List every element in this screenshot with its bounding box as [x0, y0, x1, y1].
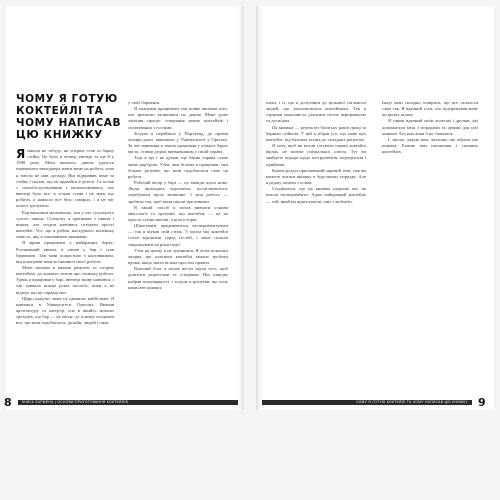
chapter-title: ЧОМУ Я ГОТУЮ КОКТЕЙЛІ ТА ЧОМУ НАПИСАВ ЦЮ КНИЖКУ — [16, 93, 122, 141]
body-paragraph: Мене ночами я вивчав рецепти та історію коктейлів, до кожного питав про тонкощі роботи. Удень я працював у барі, ввечері знову навчався, і так тривало кілька років поспіль, поки я не відчув, що це справді моє. — [16, 264, 114, 295]
body-paragraph: І, звісно, дякую вам, читачам, що обрали цю книжку. Бажаю вам натхнення і смачних коктейлів. — [382, 136, 478, 155]
body-paragraph: Я хочу, щоб ви могли готувати смачні коктейлі вдома, не маючи спеціальної освіти. Тут ви знайдете поради щодо інструментів, інгредієнтів і прийомів. — [266, 143, 366, 167]
body-paragraph: Іноді мені складно повірити, що все склалося саме так. Я вдячний усім, хто підтримував мене на цьому шляху. — [382, 100, 478, 118]
right-column-1 — [266, 100, 366, 205]
body-paragraph: В такий спосіб я почав вивчати основи міксології та зрозумів, що коктейль — це не просто суміш напоїв, а ціла історія. — [128, 204, 228, 222]
left-column-2 — [128, 100, 228, 291]
body-paragraph: Щиро кажучи, мене це цікавило найбільше. Я навчався в Університеті Орегону. Вивчав архітектуру та інтер'єр, але в якийсь момент зрозумів, що бар — це місце, де я можу поєднати все, що мені подобається: дизайн, людей і смак. — [16, 295, 114, 326]
running-footer-right: ЧОМУ Я ГОТУЮ КОКТЕЙЛІ ТА ЧОМУ НАПИСАВ ЦЮ КНИЖКУ — [262, 400, 472, 405]
body-paragraph: Утім на цьому я не зупинився. Я хотів показати людям, що класичні коктейлі можна зробити вдома, якщо знати кілька простих правил. — [128, 247, 228, 266]
running-footer-left: КНИГА БАРМЕНА | ОСНОВИ ПРИГОТУВАННЯ КОКТЕЙЛІВ — [18, 400, 238, 405]
body-paragraph: Бар вважався маленьким, тож у час суцільного сухого закону. Спочатку я працював з пивом і вином, але згодом навчився готувати прості коктейлі. Усе, що я робив, нагадувало маленьку ємкість, яку я заповнював знаннями. — [16, 209, 114, 240]
right-page — [256, 6, 494, 410]
body-paragraph: пили, і ті, що я долучився до цільової спільноти людей, що захоплюються коктейлями. Так я отримав можливість ділитися своєю інформацією та досвідом. — [266, 100, 366, 124]
body-paragraph: Ця книжка — результат багатьох років праці за барною стійкою. У ній я зібрав усе, що знаю про коктейлі: від базових технік до складних рецептів. — [266, 124, 366, 142]
body-paragraph: Яніколи не забуду, як уперше став за барну стійку. Це було в четвер увечері та ще й у 1998 році. Мені якимось дивом удалося переконати менеджера взяти мене на роботу, хоча я зовсім не мав досвіду. Він відправив мене за стійку і сказав, що не вдавайся в деталі. І я почав з самообслуговування і налаштовувався, але ввечері було все, я тільки стояв і не знав, що робити, а навколо все було гамірно, і я не міг нічого зрозуміти. — [16, 147, 114, 209]
right-column-2 — [382, 100, 478, 155]
body-paragraph: у світі барменів. — [128, 100, 160, 105]
body-paragraph: Згодом я перейшов у Портленд, де провів чотири роки, вивчаючи у Університеті у Орегоні. За час навчання я також працював у кількох барах міста, ставав дедалі впевненішим у своїй справі. — [128, 130, 228, 155]
body-paragraph: Я також вдячний моїм колегам і друзям, які допомагали мені з порадами та ідеями для цієї книжки. Без них вона б не з'явилася. — [382, 118, 478, 136]
body-paragraph: Шпигувати, придивлятися, експериментувати — так я шукав свій стиль. З часом мої коктейлі стали відомими серед гостей, і мене почали запрошувати на різні події. — [128, 223, 228, 247]
page-number-right: 9 — [478, 396, 486, 409]
body-paragraph: Я мріяв працювати у найкращих барах. Розлиманий вином, я пішов у бар і став барменом. Там мені пощастило з наставником, він показував мені всі нюанси своєї роботи. — [16, 240, 114, 264]
body-paragraph: Робочий вечір у барі — це завжди щось нове. Люди приходять відпочити, поспілкуватися, спробувати щось незвичне. І моя робота — зробити так, щоб вони пішли щасливими. — [128, 180, 228, 204]
body-paragraph: Сподіваюся, що ця книжка надихне вас на власні експерименти. Адже найкращий коктейль — той, який ви приготували самі з любов'ю. — [266, 186, 366, 204]
page-number-left: 8 — [4, 396, 12, 409]
left-page — [6, 6, 244, 410]
body-paragraph: Я планував працювати там повне шкільне літо, але зрештою залишився на довше. Мене дуже захопив процес створення нових коктейлів і спілкування з гостями. — [128, 106, 228, 130]
drop-cap: Я — [16, 147, 26, 161]
body-paragraph: Власний блог я почав вести задля того, щоб ділитися рецептами та історіями. Він швидко набрав популярності, і згодом я зрозумів, що хочу написати книжку. — [128, 266, 228, 290]
body-paragraph: Кожен розділ присвячений окремій темі, тож ви можете читати книжку в будь-якому порядку. Але я раджу почати з основ. — [266, 167, 366, 186]
left-column-1 — [16, 148, 114, 327]
body-paragraph: Тоді я ще і не думав, що барна справа стане моєю кар'єрою. Утім, чим більше я працював, тим більше розумів, що мені подобається саме ця робота. — [128, 155, 228, 179]
